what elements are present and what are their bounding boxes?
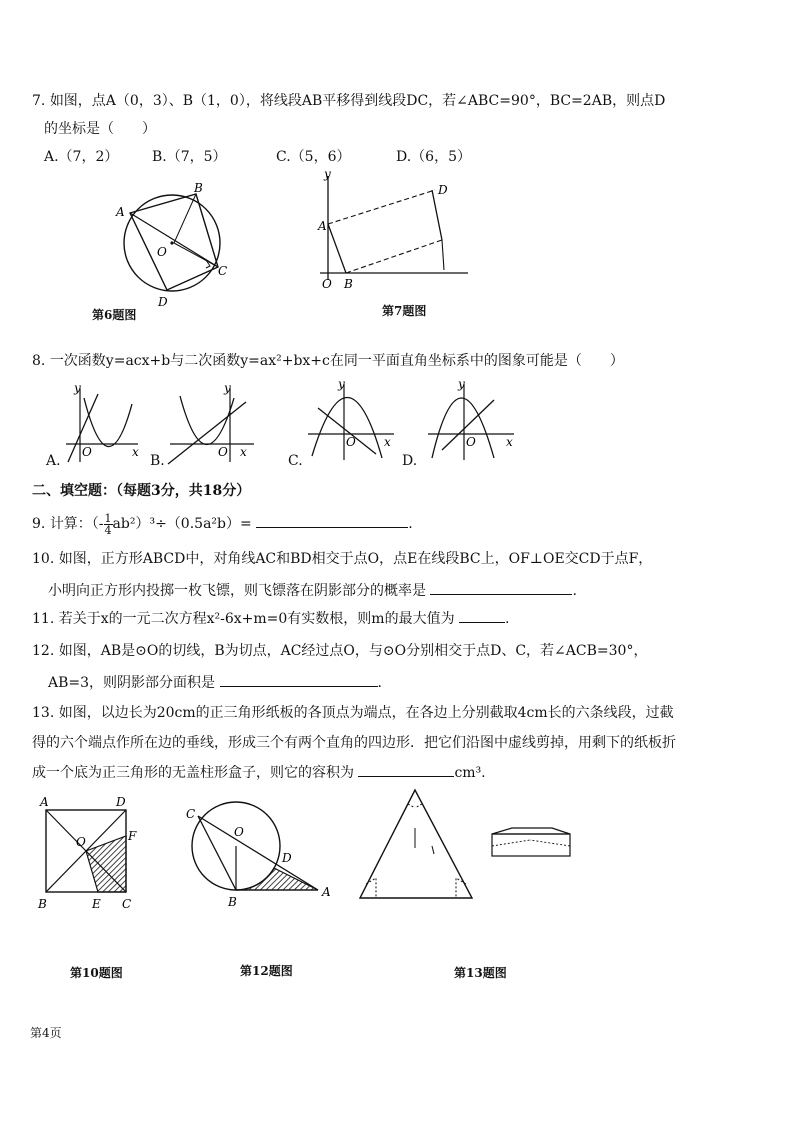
q8b-label-o: O (218, 445, 228, 459)
q8d-label-o: O (466, 435, 476, 449)
fig10-label-a: A (40, 795, 49, 809)
q11-line (32, 610, 509, 628)
q8c-label-x: x (384, 435, 391, 449)
q8b-label-y: y (224, 381, 231, 395)
q8d-label-y: y (458, 377, 465, 391)
q10-answer-blank[interactable] (430, 582, 572, 595)
page-footer: 第4页 (30, 1026, 62, 1040)
q8a-label-o: O (82, 445, 92, 459)
q8-number: 8. (32, 353, 46, 369)
q11-number: 11. (32, 611, 55, 627)
q8a-label-y: y (74, 381, 81, 395)
q10-end: . (572, 583, 577, 599)
fig6-caption: 第6题图 (92, 308, 137, 322)
q8-graph-d (420, 378, 520, 464)
q9-fraction (104, 513, 113, 536)
fig12-label-d: D (282, 851, 292, 865)
q12-end: . (377, 675, 382, 691)
q12-line2 (48, 674, 382, 692)
q10-line2 (48, 582, 577, 600)
fig6-label-d: D (158, 295, 168, 309)
q7-option-d: D.（6，5） (396, 149, 471, 165)
q12-text1: 如图，AB是⊙O的切线，B为切点，AC经过点O，与⊙O分别相交于点D、C，若∠ACB=30°， (58, 643, 648, 659)
q7-line1 (32, 92, 665, 110)
q13-line2: 得的六个端点作所在边的垂线，形成三个有两个直角的四边形．把它们沿图中虚线剪掉，用剩下的纸板折 (32, 735, 676, 751)
fig10-label-f: F (128, 829, 137, 843)
q12-answer-blank[interactable] (220, 674, 378, 687)
q13-line3 (32, 764, 486, 782)
fig13-caption: 第13题图 (454, 966, 507, 980)
q7-number: 7. (32, 93, 46, 109)
q8-line (32, 352, 624, 370)
q9-expression: ab²）³÷（0.5a²b）= (112, 516, 252, 532)
fig7-label-a: A (318, 219, 327, 233)
fig12-label-b: B (228, 895, 237, 909)
q9-frac-den: 4 (104, 523, 112, 537)
figure-10 (36, 794, 146, 914)
figure-7 (310, 167, 480, 292)
fig7-label-b: B (344, 277, 353, 291)
q8-option-a: A. (46, 453, 61, 469)
q13-answer-blank[interactable] (358, 764, 454, 777)
fig6-label-b: B (194, 181, 203, 195)
q13-unit: cm³. (454, 765, 486, 781)
q12-line1 (32, 642, 647, 660)
q8-option-b: B. (150, 453, 165, 469)
fig6-label-c: C (218, 264, 228, 278)
fig12-label-a: A (322, 885, 331, 899)
figure-6 (110, 180, 250, 320)
q8b-label-x: x (240, 445, 247, 459)
figure-12 (180, 800, 340, 910)
q8c-label-o: O (346, 435, 356, 449)
q8a-label-x: x (132, 445, 139, 459)
fig7-caption: 第7题图 (382, 304, 427, 318)
q12-text2: AB=3，则阴影部分面积是 (48, 675, 216, 691)
q7-text: 如图，点A（0，3）、B（1，0），将线段AB平移得到线段DC，若∠ABC=90°，BC=2AB，则点D (49, 93, 666, 109)
q9-answer-blank[interactable] (256, 515, 408, 528)
q12-number: 12. (32, 643, 55, 659)
fig10-caption: 第10题图 (70, 966, 123, 980)
q13-text1: 如图，以边长为20cm的正三角形纸板的各顶点为端点，在各边上分别截取4cm长的六条线段，过截 (58, 705, 674, 721)
fig6-label-o: O (157, 245, 167, 259)
figure-13-box (490, 826, 572, 860)
q8-graph-b (150, 382, 260, 468)
q13-line1 (32, 704, 674, 722)
fig10-label-b: B (38, 897, 47, 911)
q8-graph-a (46, 382, 146, 468)
q11-end: . (505, 611, 510, 627)
figure-13 (352, 784, 484, 904)
q7-option-b: B.（7，5） (152, 149, 227, 165)
q8c-label-y: y (338, 377, 345, 391)
q8-option-c: C. (288, 453, 303, 469)
q11-text: 若关于x的一元二次方程x²-6x+m=0有实数根，则m的最大值为 (58, 611, 455, 627)
section2-title: 二、填空题：（每题3分，共18分） (32, 483, 251, 499)
fig7-label-d: D (438, 183, 448, 197)
fig12-caption: 第12题图 (240, 964, 293, 978)
q7-line2: 的坐标是（ ） (44, 121, 156, 137)
q9-line (32, 512, 413, 536)
fig10-label-d: D (116, 795, 126, 809)
q7-option-a: A.（7，2） (44, 149, 119, 165)
q7-option-c: C.（5，6） (276, 149, 351, 165)
q8d-label-x: x (506, 435, 513, 449)
q10-text2: 小明向正方形内投掷一枚飞镖，则飞镖落在阴影部分的概率是 (48, 583, 426, 599)
q8-text: 一次函数y=acx+b与二次函数y=ax²+bx+c在同一平面直角坐标系中的图象可能是（ ） (49, 353, 624, 369)
fig10-label-e: E (92, 897, 101, 911)
q9-end: . (408, 516, 413, 532)
q9-number: 9. (32, 516, 46, 532)
fig12-label-o: O (234, 825, 244, 839)
q13-text3: 成一个底为正三角形的无盖柱形盒子，则它的容积为 (32, 765, 354, 781)
fig10-label-o: O (76, 835, 86, 849)
fig10-label-c: C (122, 897, 132, 911)
q8-option-d: D. (402, 453, 418, 469)
q9-frac-num: 1 (104, 511, 112, 525)
fig12-label-c: C (186, 807, 196, 821)
q9-lead: 计算：（- (49, 516, 104, 532)
q10-text1: 如图，正方形ABCD中，对角线AC和BD相交于点O，点E在线段BC上，OF⊥OE交CD于点F， (58, 551, 653, 567)
q13-number: 13. (32, 705, 55, 721)
q8-graph-c (290, 378, 400, 464)
q10-number: 10. (32, 551, 55, 567)
q11-answer-blank[interactable] (459, 610, 505, 623)
q10-line1 (32, 550, 652, 568)
fig6-label-a: A (116, 205, 125, 219)
fig7-label-y: y (324, 167, 331, 181)
fig7-label-o: O (322, 277, 332, 291)
